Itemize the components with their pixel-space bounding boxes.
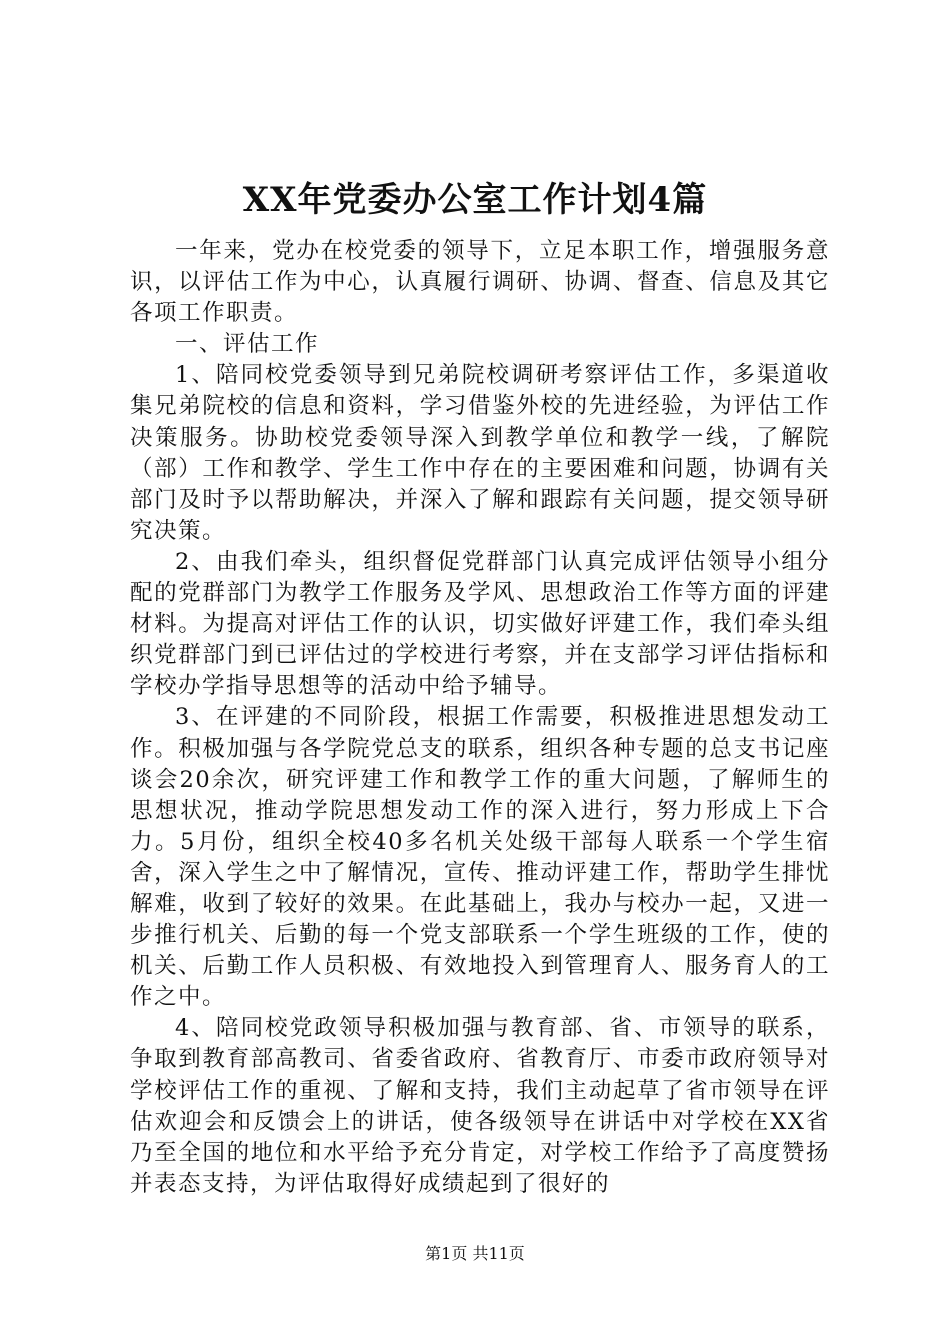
document-title: XX年党委办公室工作计划4篇 [242,180,708,220]
paragraph-intro: 一年来，党办在校党委的领导下，立足本职工作，增强服务意识，以评估工作为中心，认真履行调研、协调、督查、信息及其它各项工作职责。 [130,238,830,327]
paragraph-item-2: 2、由我们牵头，组织督促党群部门认真完成评估领导小组分配的党群部门为教学工作服务及学风、思想政治工作等方面的评建材料。为提高对评估工作的认识，切实做好评建工作，我们牵头组织党群部门到已评估过的学校进行考察，并在支部学习评估指标和学校办学指导思想等的活动中给予辅导。 [130,548,830,700]
paragraph-item-1: 1、陪同校党委领导到兄弟院校调研考察评估工作，多渠道收集兄弟院校的信息和资料，学习借鉴外校的先进经验，为评估工作决策服务。协助校党委领导深入到教学单位和教学一线，了解院（部）工作和教学、学生工作中存在的主要困难和问题，协调有关部门及时予以帮助解决，并深入了解和跟踪有关问题，提交领导研究决策。 [130,362,830,544]
page-footer: 第1页 共11页 [425,1244,525,1263]
section-heading-evaluation: 一、评估工作 [175,331,320,358]
paragraph-item-3: 3、在评建的不同阶段，根据工作需要，积极推进思想发动工作。积极加强与各学院党总支的联系，组织各种专题的总支书记座谈会20余次，研究评建工作和教学工作的重大问题，了解师生的思想状况，推动学院思想发动工作的深入进行，努力形成上下合力。5月份，组织全校40多名机关处级干部每人联系一个学生宿舍，深入学生之中了解情况，宣传、推动评建工作，帮助学生排忧解难，收到了较好的效果。在此基础上，我办与校办一起，又进一步推行机关、后勤的每一个党支部联系一个学生班级的工作，使的机关、后勤工作人员积极、有效地投入到管理育人、服务育人的工作之中。 [130,704,830,1011]
document-body [130,236,830,1200]
paragraph-item-4: 4、陪同校党政领导积极加强与教育部、省、市领导的联系，争取到教育部高教司、省委省政府、省教育厅、市委市政府领导对学校评估工作的重视、了解和支持，我们主动起草了省市领导在评估欢迎会和反馈会上的讲话，使各级领导在讲话中对学校在XX省乃至全国的地位和水平给予充分肯定，对学校工作给予了高度赞扬并表态支持，为评估取得好成绩起到了很好的 [130,1015,830,1197]
